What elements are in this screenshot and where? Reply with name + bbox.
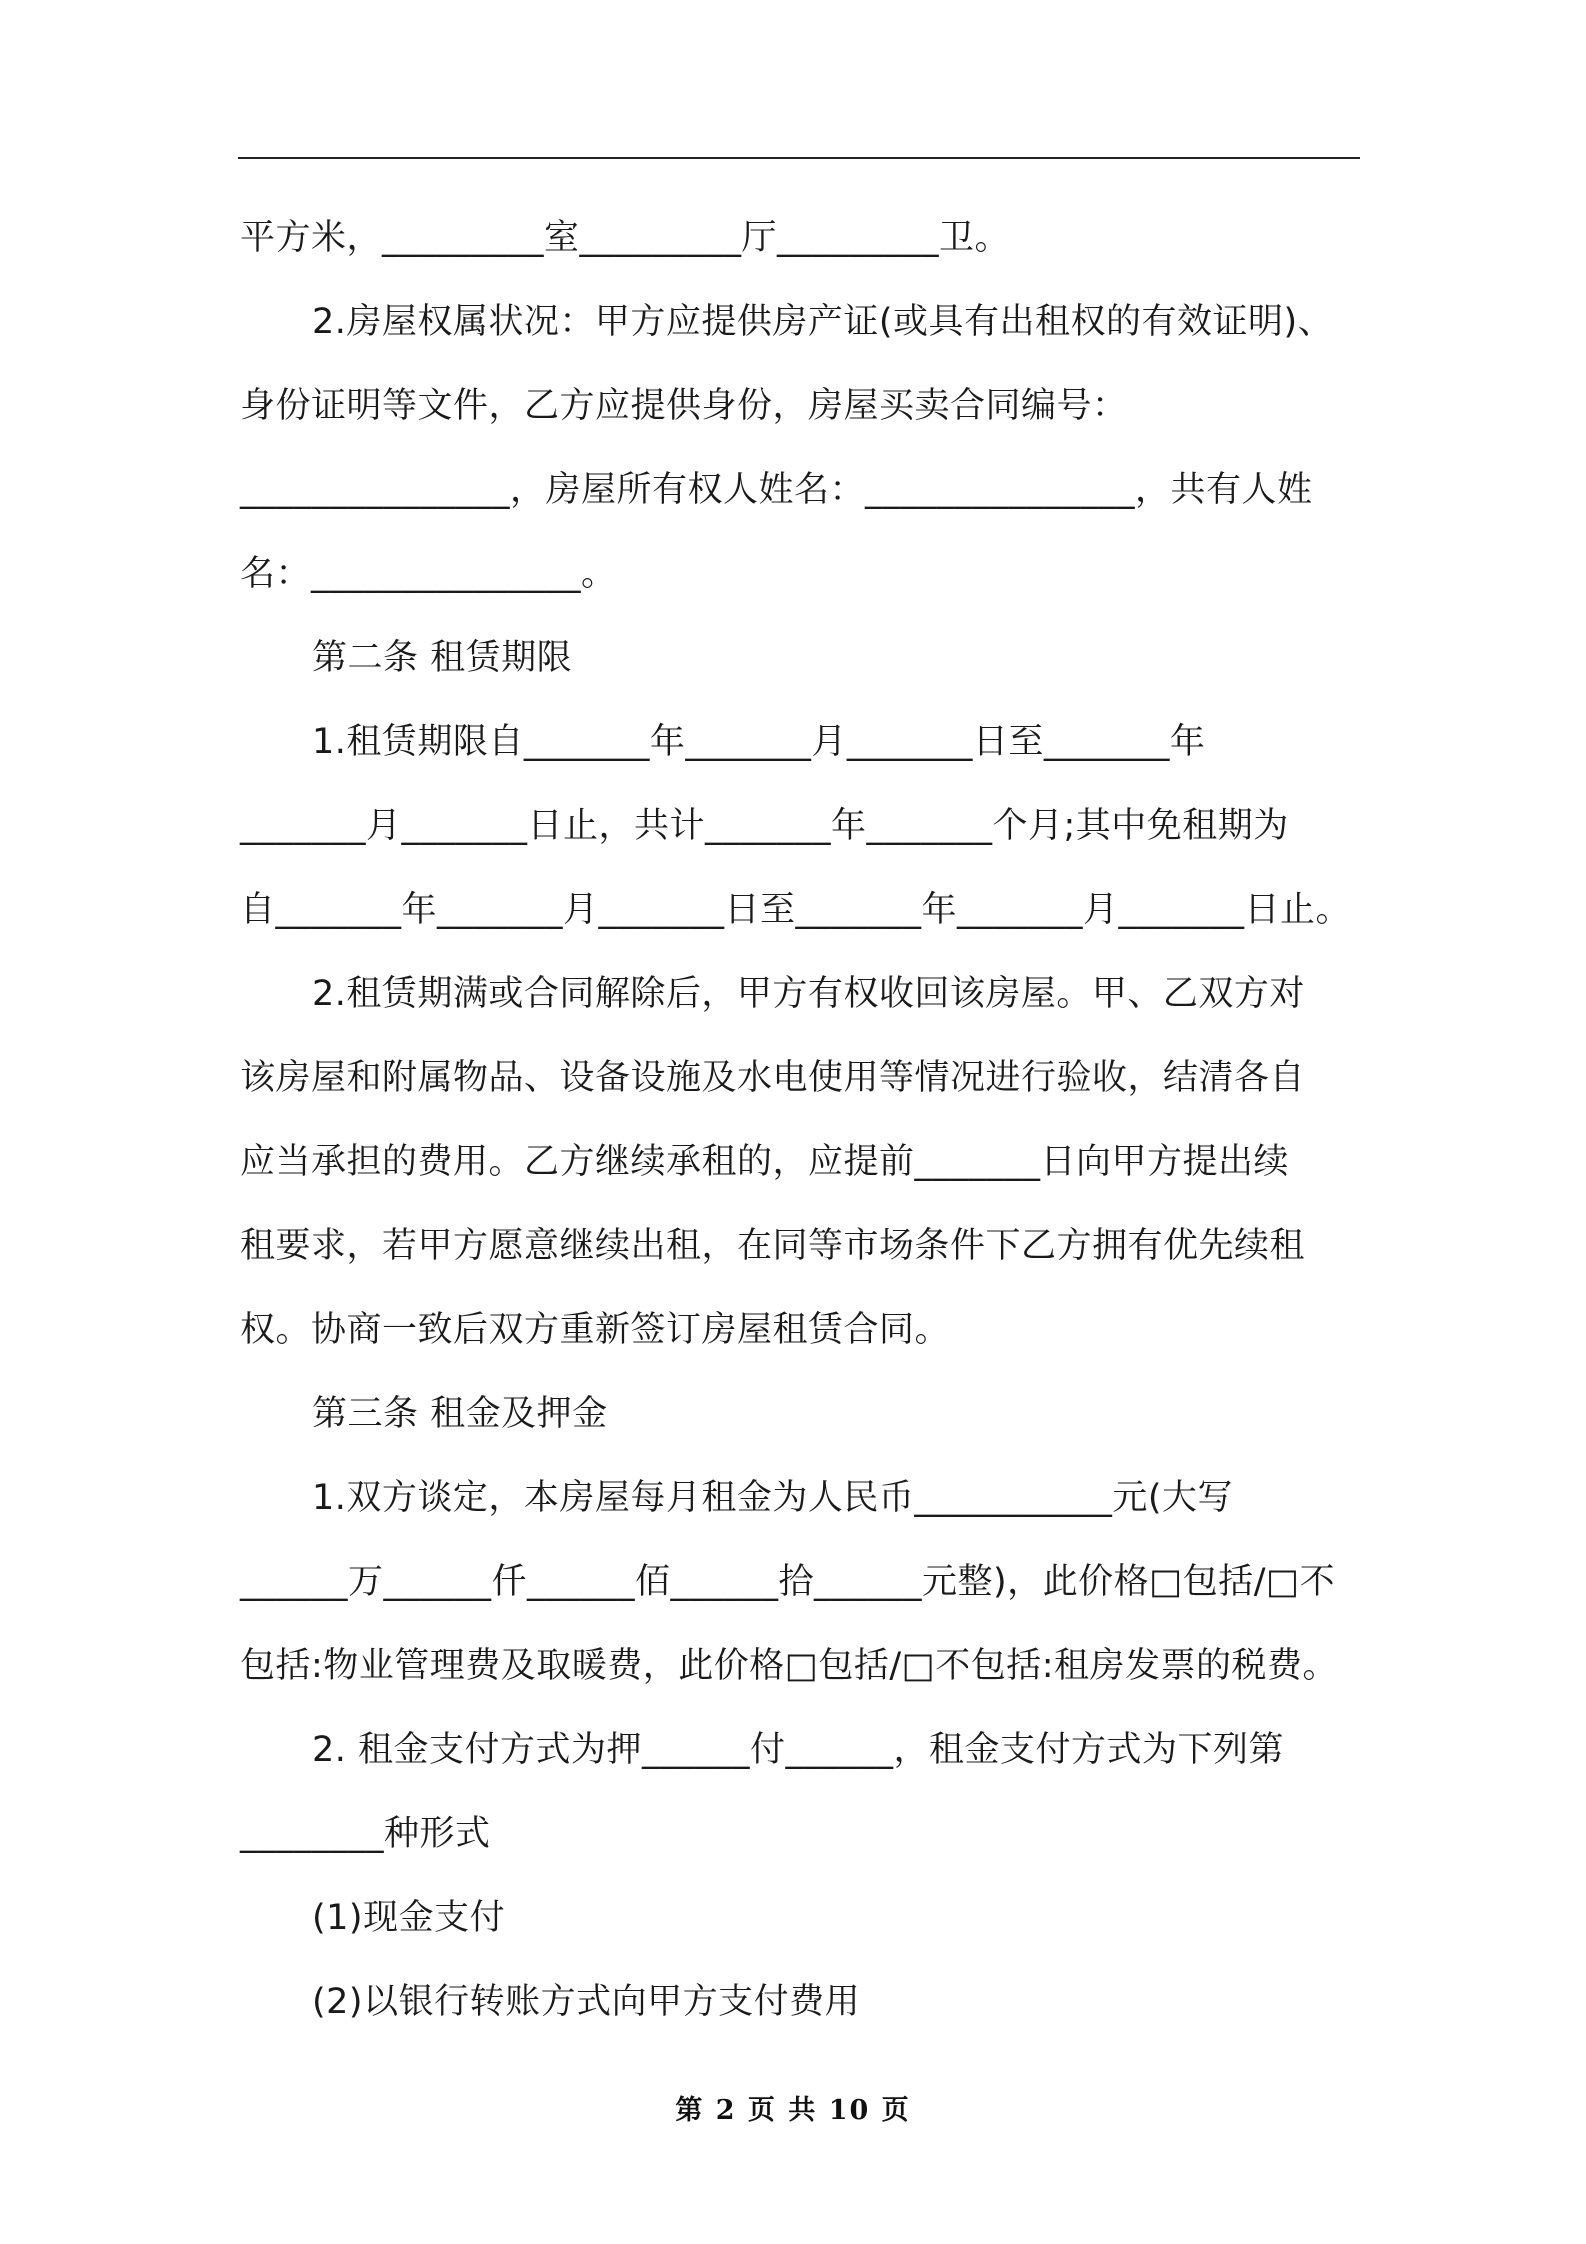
text-line-12: 应当承担的费用。乙方继续承租的，应提前_______日向甲方提出续 <box>240 1142 1290 1182</box>
text-line-17: ______万______仟______佰______拾______元整)，此价格□包括/□不 <box>240 1562 1336 1602</box>
text-line-1: 平方米，_________室_________厅_________卫。 <box>240 218 1011 258</box>
text-line-9: 自_______年_______月_______日至_______年_______月_______日止。 <box>240 890 1352 930</box>
text-line-3: 身份证明等文件，乙方应提供身份，房屋买卖合同编号： <box>240 386 1128 426</box>
page-number-footer: 第 2 页 共 10 页 <box>675 2095 911 2126</box>
text-line-4: _______________，房屋所有权人姓名：_______________，共有人姓 <box>240 470 1313 510</box>
text-line-8: _______月_______日止，共计_______年_______个月;其中免租期为 <box>240 806 1289 846</box>
section-heading-rent-deposit: 第三条 租金及押金 <box>312 1394 608 1434</box>
text-line-7: 1.租赁期限自_______年_______月_______日至_______年 <box>312 722 1206 762</box>
text-line-14: 权。协商一致后双方重新签订房屋租赁合同。 <box>240 1310 951 1350</box>
text-line-10: 2.租赁期满或合同解除后，甲方有权收回该房屋。甲、乙双方对 <box>312 974 1305 1014</box>
text-line-2: 2.房屋权属状况：甲方应提供房产证(或具有出租权的有效证明)、 <box>312 302 1334 342</box>
text-line-11: 该房屋和附属物品、设备设施及水电使用等情况进行验收，结清各自 <box>240 1058 1306 1098</box>
text-line-16: 1.双方谈定，本房屋每月租金为人民币___________元(大写 <box>312 1478 1234 1518</box>
section-heading-lease-term: 第二条 租赁期限 <box>312 638 573 678</box>
payment-option-cash: (1)现金支付 <box>312 1898 506 1938</box>
text-line-18: 包括:物业管理费及取暖费，此价格□包括/□不包括:租房发票的税费。 <box>240 1646 1339 1686</box>
text-line-5: 名：_______________。 <box>240 554 617 594</box>
text-line-19: 2. 租金支付方式为押______付______，租金支付方式为下列第 <box>312 1730 1285 1770</box>
payment-option-bank-transfer: (2)以银行转账方式向甲方支付费用 <box>312 1982 861 2022</box>
document-body <box>240 196 1365 2044</box>
header-rule <box>238 157 1360 159</box>
text-line-20: ________种形式 <box>240 1814 491 1854</box>
text-line-13: 租要求，若甲方愿意继续出租，在同等市场条件下乙方拥有优先续租 <box>240 1226 1306 1266</box>
